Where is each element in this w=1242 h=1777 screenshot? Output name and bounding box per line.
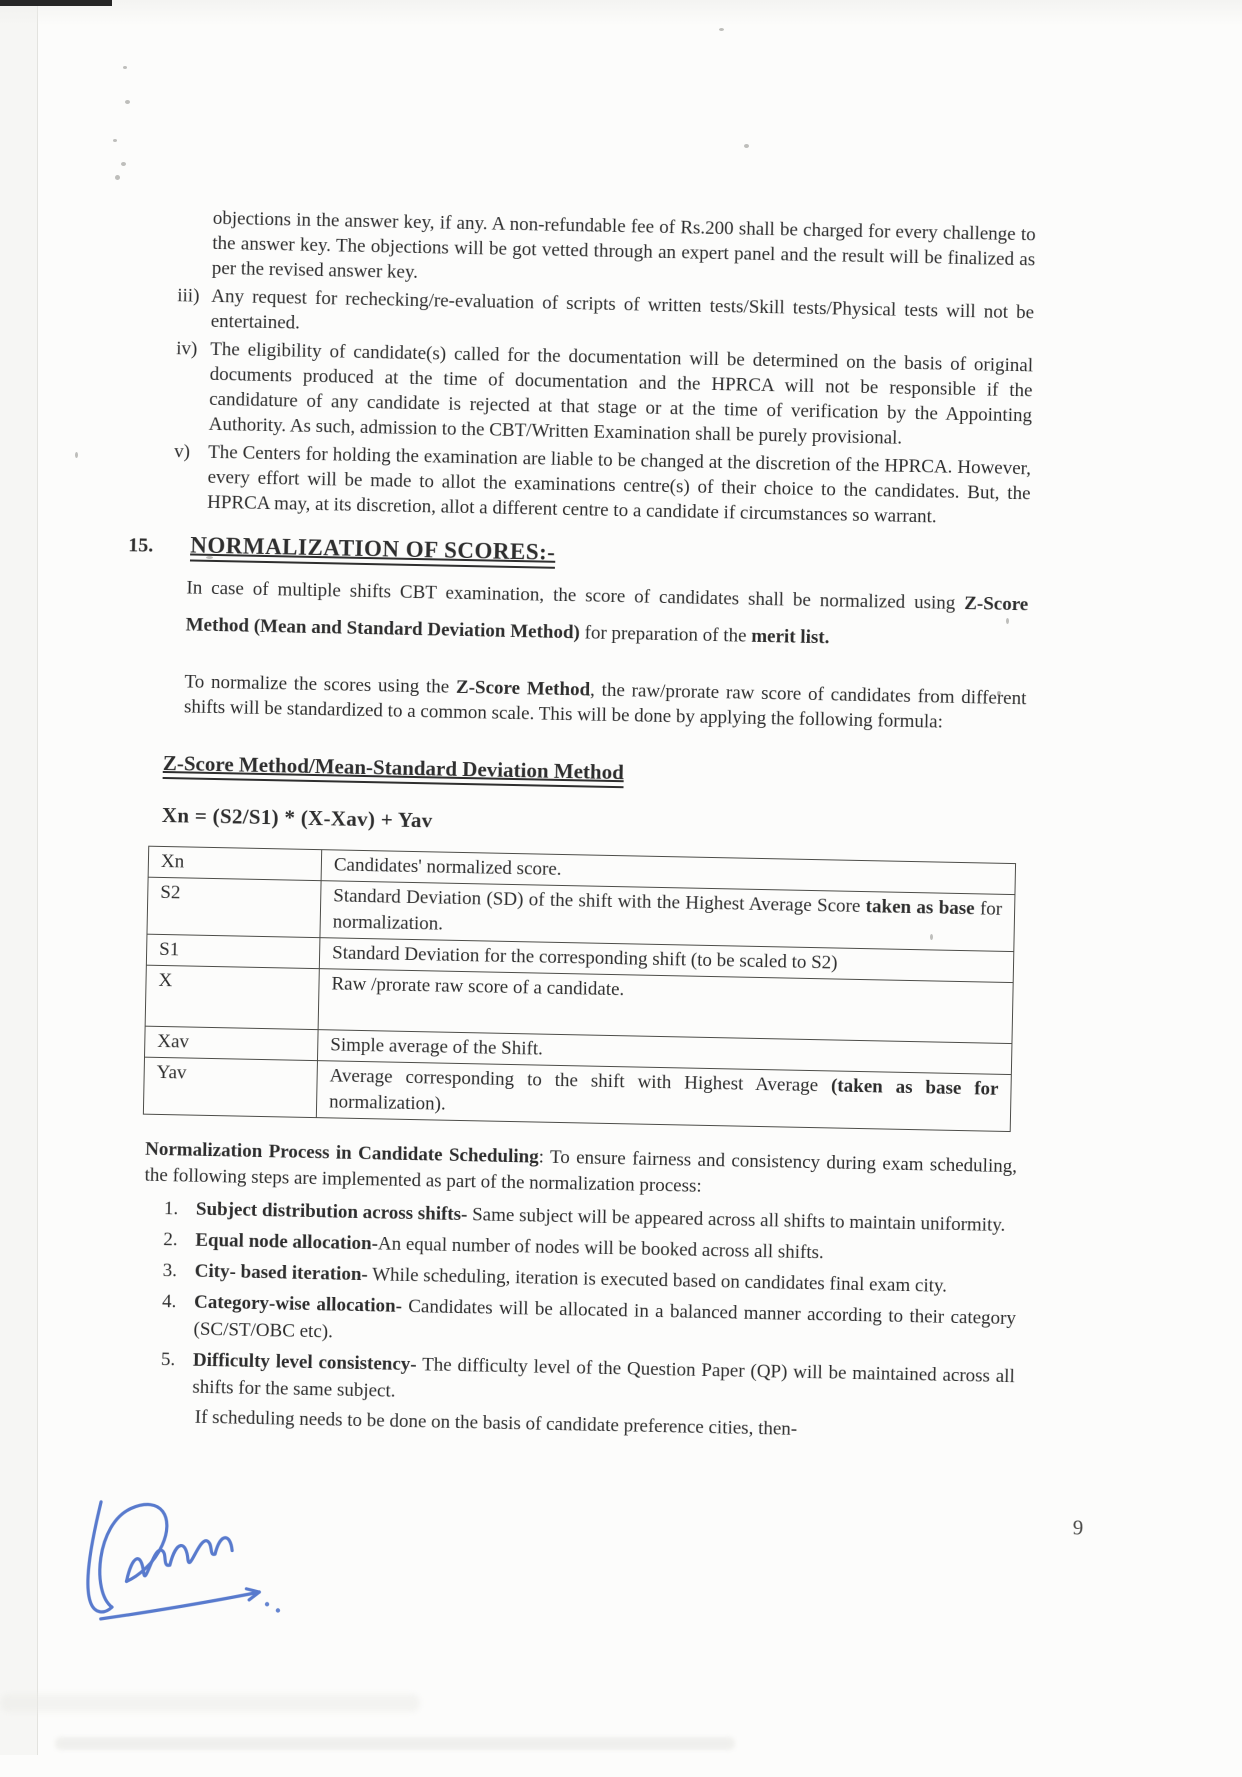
table-term-cell: Xn (148, 846, 322, 880)
z-score-formula: Xn = (S2/S1) * (X-Xav) + Yav (161, 802, 433, 833)
table-term-cell: Yav (143, 1057, 317, 1117)
intro-continuation-paragraph (165, 205, 1036, 297)
table-definition-cell: Simple average of the Shift. (317, 1030, 1011, 1075)
list-number: 1. (163, 1198, 179, 1220)
list-marker: iv) (176, 338, 198, 360)
table-term-cell: S1 (146, 934, 320, 968)
list-item-text: Equal node allocation-An equal number of nodes will be booked across all shifts. (195, 1229, 824, 1264)
list-item-text: Difficulty level consistency- The difficulty level of the Question Paper (QP) will be maintained across all shifts for the same subject. (192, 1349, 1015, 1402)
scheduling-list (140, 1195, 1018, 1417)
list-item-text: Subject distribution across shifts- Same subject will be appeared across all shifts to maintain uniformity. (195, 1198, 1006, 1236)
paragraph-normalization-intro: In case of multiple shifts CBT examination, the score of candidates shall be normalized using Z-Score Method (Mean and Standard Deviation Method) for preparation of the merit list. (185, 577, 1029, 649)
section-number: 15. (128, 534, 154, 557)
table-definition-cell: Standard Deviation for the corresponding shift (to be scaled to S2) (319, 938, 1013, 983)
section-title: NORMALIZATION OF SCORES:- (190, 532, 556, 568)
list-item-text: Any request for rechecking/re-evaluation of scripts of written tests/Skill tests/Physical tests will not be entertained. (210, 285, 1035, 334)
scheduling-heading-paragraph: Normalization Process in Candidate Scheduling: To ensure fairness and consistency during exam scheduling, the following steps are implemented as part of the normalization process: (144, 1138, 1018, 1197)
list-item-text: The eligibility of candidate(s) called for the documentation will be determined on the basis of original documents produced at the time of documentation and the HPRCA will not be responsible if the candidature of any candidate is rejected at that stage or at the time of verification by the Appointing Authority. As such, admission to the CBT/Written Examination shall be purely provisional. (208, 338, 1034, 449)
list-item-text: Category-wise allocation- Candidates will be allocated in a balanced manner according to their category (SC/ST/OBC etc). (193, 1291, 1017, 1343)
list-item-v (160, 439, 1031, 531)
definitions-table (143, 846, 1016, 1132)
list-item-text: City- based iteration- While scheduling, iteration is executed based on candidates final exam city. (194, 1260, 948, 1297)
page-number: 9 (1072, 1515, 1084, 1540)
table-definition-cell: Standard Deviation (SD) of the shift with the Highest Average Score taken as base for normalization. (320, 881, 1015, 952)
closing-line: If scheduling needs to be done on the basis of candidate preference cities, then- (194, 1406, 798, 1440)
table-definition-cell: Candidates' normalized score. (321, 850, 1015, 895)
list-number: 2. (163, 1229, 178, 1251)
list-number: 4. (161, 1291, 177, 1313)
signature (68, 1467, 291, 1641)
table-term-cell: X (145, 965, 319, 1029)
list-marker: iii) (177, 285, 200, 307)
table-term-cell: Xav (145, 1026, 319, 1060)
table-definition-cell: Average corresponding to the shift with Highest Average (taken as base for normalization). (316, 1061, 1011, 1132)
paragraph-text: objections in the answer key, if any. A non-refundable fee of Rs.200 shall be charged for every challenge to the answer key. The objections will be got vetted through an expert panel and the result will be finalized as per the revised answer key. (211, 207, 1036, 283)
paragraph-z-score-explanation: To normalize the scores using the Z-Score Method, the raw/prorate raw score of candidates from different shifts will be standardized to a common scale. This will be done by applying the following formula: (183, 671, 1027, 733)
table-definition-cell: Raw /prorate raw score of a candidate. (318, 969, 1013, 1044)
list-number: 3. (162, 1260, 178, 1282)
list-item-iv (161, 336, 1033, 453)
method-heading: Z-Score Method/Mean-Standard Deviation Method (163, 751, 624, 788)
intro-block (160, 205, 1036, 531)
list-marker: v) (173, 441, 191, 463)
table-term-cell: S2 (147, 877, 321, 937)
list-number: 5. (160, 1349, 176, 1371)
list-item-text: The Centers for holding the examination are liable to be changed at the discretion of the HPRCA. However, every effort will be made to allot the examinations centre(s) of their choice to the candidates. But, the HPRCA may, at its discretion, allot a different centre to a candidate if circumstances so warrant. (206, 441, 1032, 528)
